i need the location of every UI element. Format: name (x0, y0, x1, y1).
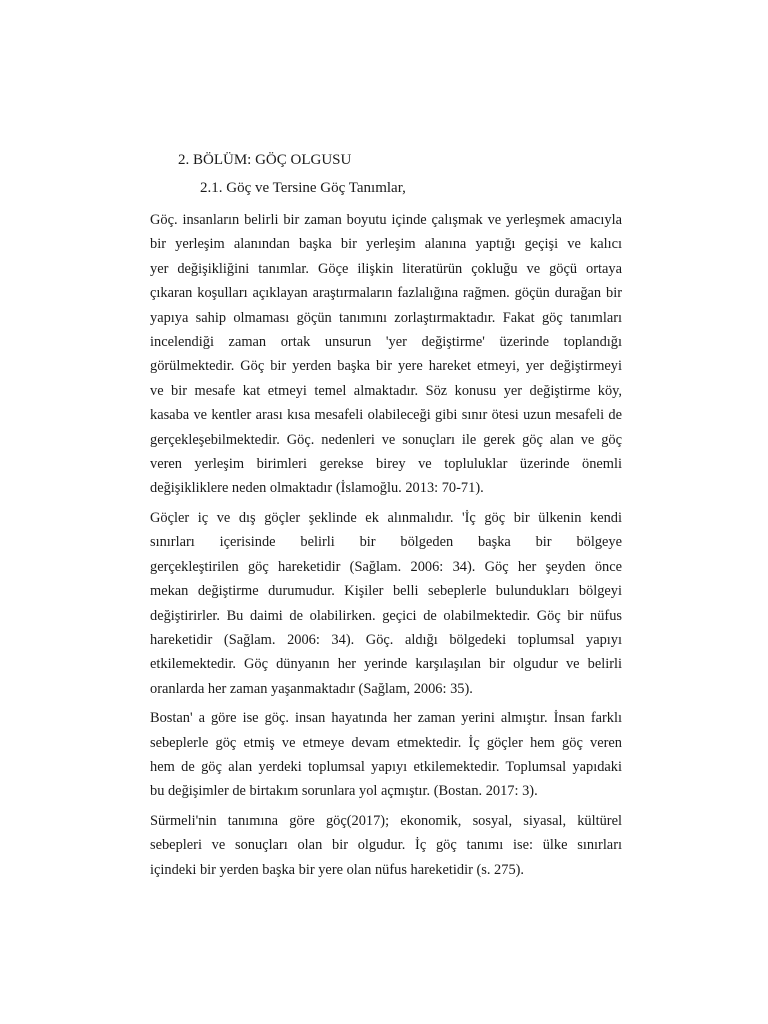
paragraph-2 (150, 506, 622, 701)
paragraph-line: etkilemektedir. Göç dünyanın her yerinde karşılaşılan bir olgudur ve belirli (150, 656, 622, 673)
paragraph-line: yapıya sahip olmaması göçün tanımını zorlaştırmaktadır. Fakat göç tanımları (150, 309, 622, 326)
paragraph-line: sebepleri ve sonuçları olan bir olgudur. İç göç tanımı ise: ülke sınırları (150, 837, 622, 854)
paragraph-line: gerçekleşebilmektedir. Göç. nedenleri ve sonuçları ile gerek göç alan ve göç (150, 431, 622, 448)
paragraph-line: kasaba ve kentler arası kısa mesafeli olabileceği gibi sınır ötesi uzun mesafeli de (150, 407, 622, 424)
paragraph-line: incelendiği zaman ortak unsurun 'yer değiştirme' üzerinde toplandığı (150, 334, 622, 351)
paragraph-line: gerçekleştirilen göç hareketidir (Sağlam. 2006: 34). Göç her şeyden önce (150, 558, 622, 575)
paragraph-line: hareketidir (Sağlam. 2006: 34). Göç. aldığı bölgedeki toplumsal yapıyı (150, 631, 622, 648)
paragraph-line: değişikliklere neden olmaktadır (İslamoğlu. 2013: 70-71). (150, 480, 484, 497)
paragraph-3 (150, 706, 622, 804)
paragraph-line: çıkaran koşulları açıklayan araştırmaların fazlalığına rağmen. göçün durağan bir (150, 285, 622, 302)
paragraph-line: Sürmeli'nin tanımına göre göç(2017); ekonomik, sosyal, siyasal, kültürel (150, 812, 622, 829)
paragraph-line: bir yerleşim alanından başka bir yerleşim alanına yaptığı geçişi ve kalıcı (150, 236, 622, 253)
paragraph-1 (150, 208, 622, 501)
section-heading: 2. BÖLÜM: GÖÇ OLGUSU (178, 152, 352, 168)
paragraph-line: bu değişimler de birtakım sorunlara yol açmıştır. (Bostan. 2017: 3). (150, 783, 538, 800)
paragraph-line: oranlarda her zaman yaşanmaktadır (Sağlam, 2006: 35). (150, 680, 473, 697)
paragraph-line: sebeplerle göç etmiş ve etmeye devam etmektedir. İç göçler hem göç veren (150, 734, 622, 751)
paragraph-line: yer değişikliğini tanımlar. Göçe ilişkin literatürün çokluğu ve göçü ortaya (150, 260, 622, 277)
paragraph-line: veren yerleşim birimleri gerekse birey ve topluluklar üzerinde önemli (150, 456, 622, 473)
document-body (150, 208, 622, 887)
section-subheading: 2.1. Göç ve Tersine Göç Tanımlar, (200, 180, 406, 196)
paragraph-line: değiştirirler. Bu daimi de olabilirken. geçici de olabilmektedir. Göç bir nüfus (150, 607, 622, 624)
paragraph-line: mekan değiştirme durumudur. Kişiler belli sebeplerle bulundukları bölgeyi (150, 583, 622, 600)
paragraph-line: hem de göç alan yerdeki toplumsal yapıyı etkilemektedir. Toplumsal yapıdaki (150, 758, 622, 775)
paragraph-line: içindeki bir yerden başka bir yere olan nüfus hareketidir (s. 275). (150, 861, 525, 878)
paragraph-line: Göçler iç ve dış göçler şeklinde ek alınmalıdır. 'İç göç bir ülkenin kendi (150, 509, 622, 526)
paragraph-4 (150, 809, 622, 882)
paragraph-line: Göç. insanların belirli bir zaman boyutu içinde çalışmak ve yerleşmek amacıyla (150, 212, 622, 228)
paragraph-line: Bostan' a göre ise göç. insan hayatında her zaman yerini almıştır. İnsan farklı (150, 710, 622, 727)
paragraph-line: sınırları içerisinde belirli bir bölgeden başka bir bölgeye (150, 534, 622, 551)
paragraph-line: ve bir mesafe kat etmeyi temel almaktadır. Söz konusu yer değiştirme köy, (150, 382, 622, 399)
paragraph-line: görülmektedir. Göç bir yerden başka bir yere hareket etmeyi, yer değiştirmeyi (150, 358, 622, 375)
